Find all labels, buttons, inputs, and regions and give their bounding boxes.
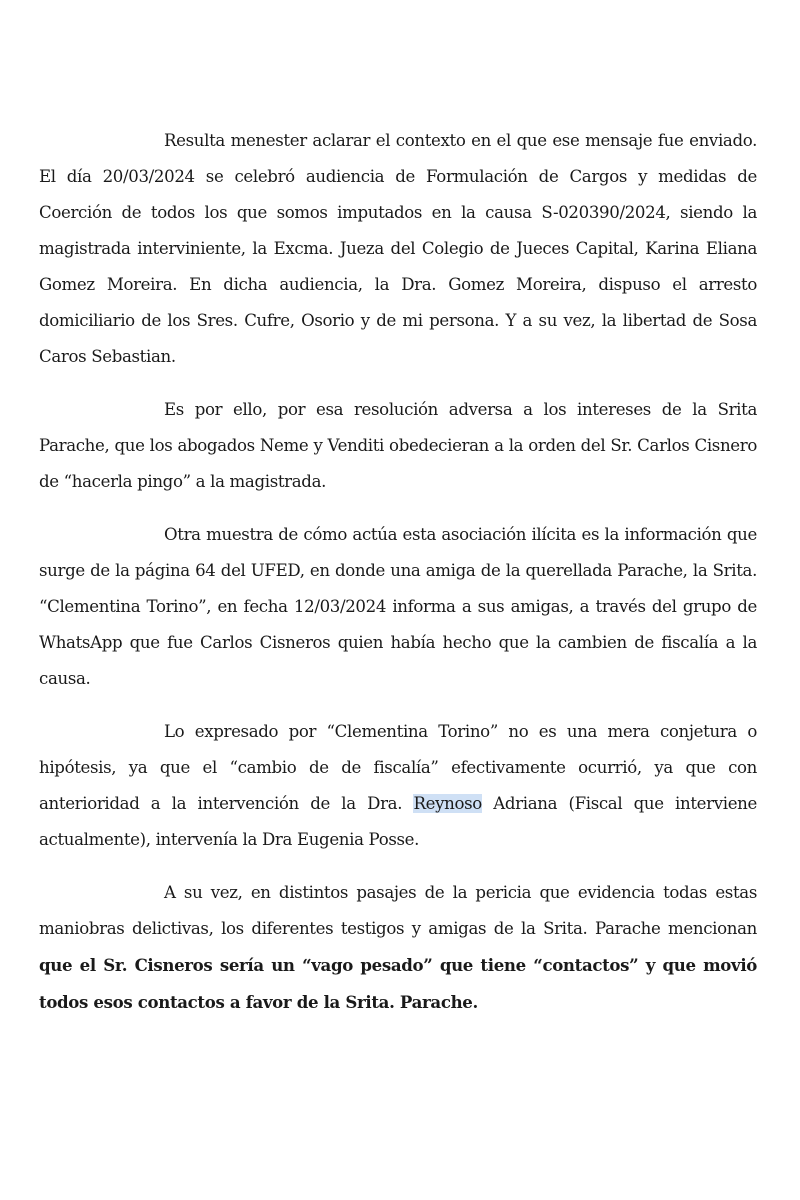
document-page bbox=[39, 123, 757, 1038]
paragraph-pericia bbox=[39, 875, 757, 1021]
paragraph-pericia-plain-text: A su vez, en distintos pasajes de la pericia que evidencia todas estas maniobras delictivas, los diferentes testigos y amigas de la Srita. Parache mencionan bbox=[39, 883, 757, 938]
paragraph-fiscalia-text-before: Lo expresado por “Clementina Torino” no es una mera conjetura o hipótesis, ya que el “cambio de de fiscalía” efectivamente ocurrió, ya que con anterioridad a la intervención de la Dra. bbox=[39, 722, 757, 813]
paragraph-resolution: Es por ello, por esa resolución adversa a los intereses de la Srita Parache, que los abogados Neme y Venditi obedecieran a la orden del Sr. Carlos Cisnero de “hacerla pingo” a la magistrada. bbox=[39, 400, 757, 491]
paragraph-context: Resulta menester aclarar el contexto en el que ese mensaje fue enviado. El día 20/03/2024 se celebró audiencia de Formulación de Cargos y medidas de Coerción de todos los que somos imputados en la causa S-020390/2024, siendo la magistrada interviniente, la Excma. Jueza del Colegio de Jueces Capital, Karina Eliana Gomez Moreira. En dicha audiencia, la Dra. Gomez Moreira, dispuso el arresto domiciliario de los Sres. Cufre, Osorio y de mi persona. Y a su vez, la libertad de Sosa Caros Sebastian. bbox=[39, 131, 757, 366]
paragraph-fiscalia-text-after: Adriana (Fiscal que interviene actualmente), intervenía la Dra Eugenia Posse. bbox=[39, 794, 757, 849]
paragraph-fiscalia bbox=[39, 714, 757, 858]
selected-text-highlight[interactable]: Reynoso bbox=[413, 794, 482, 813]
paragraph-ufed: Otra muestra de cómo actúa esta asociación ilícita es la información que surge de la página 64 del UFED, en donde una amiga de la querellada Parache, la Srita. “Clementina Torino”, en fecha 12/03/2024 informa a sus amigas, a través del grupo de WhatsApp que fue Carlos Cisneros quien había hecho que la cambien de fiscalía a la causa. bbox=[39, 525, 757, 688]
paragraph-pericia-bold-text: que el Sr. Cisneros sería un “vago pesado” que tiene “contactos” y que movió todos esos contactos a favor de la Srita. Parache. bbox=[39, 955, 757, 1012]
